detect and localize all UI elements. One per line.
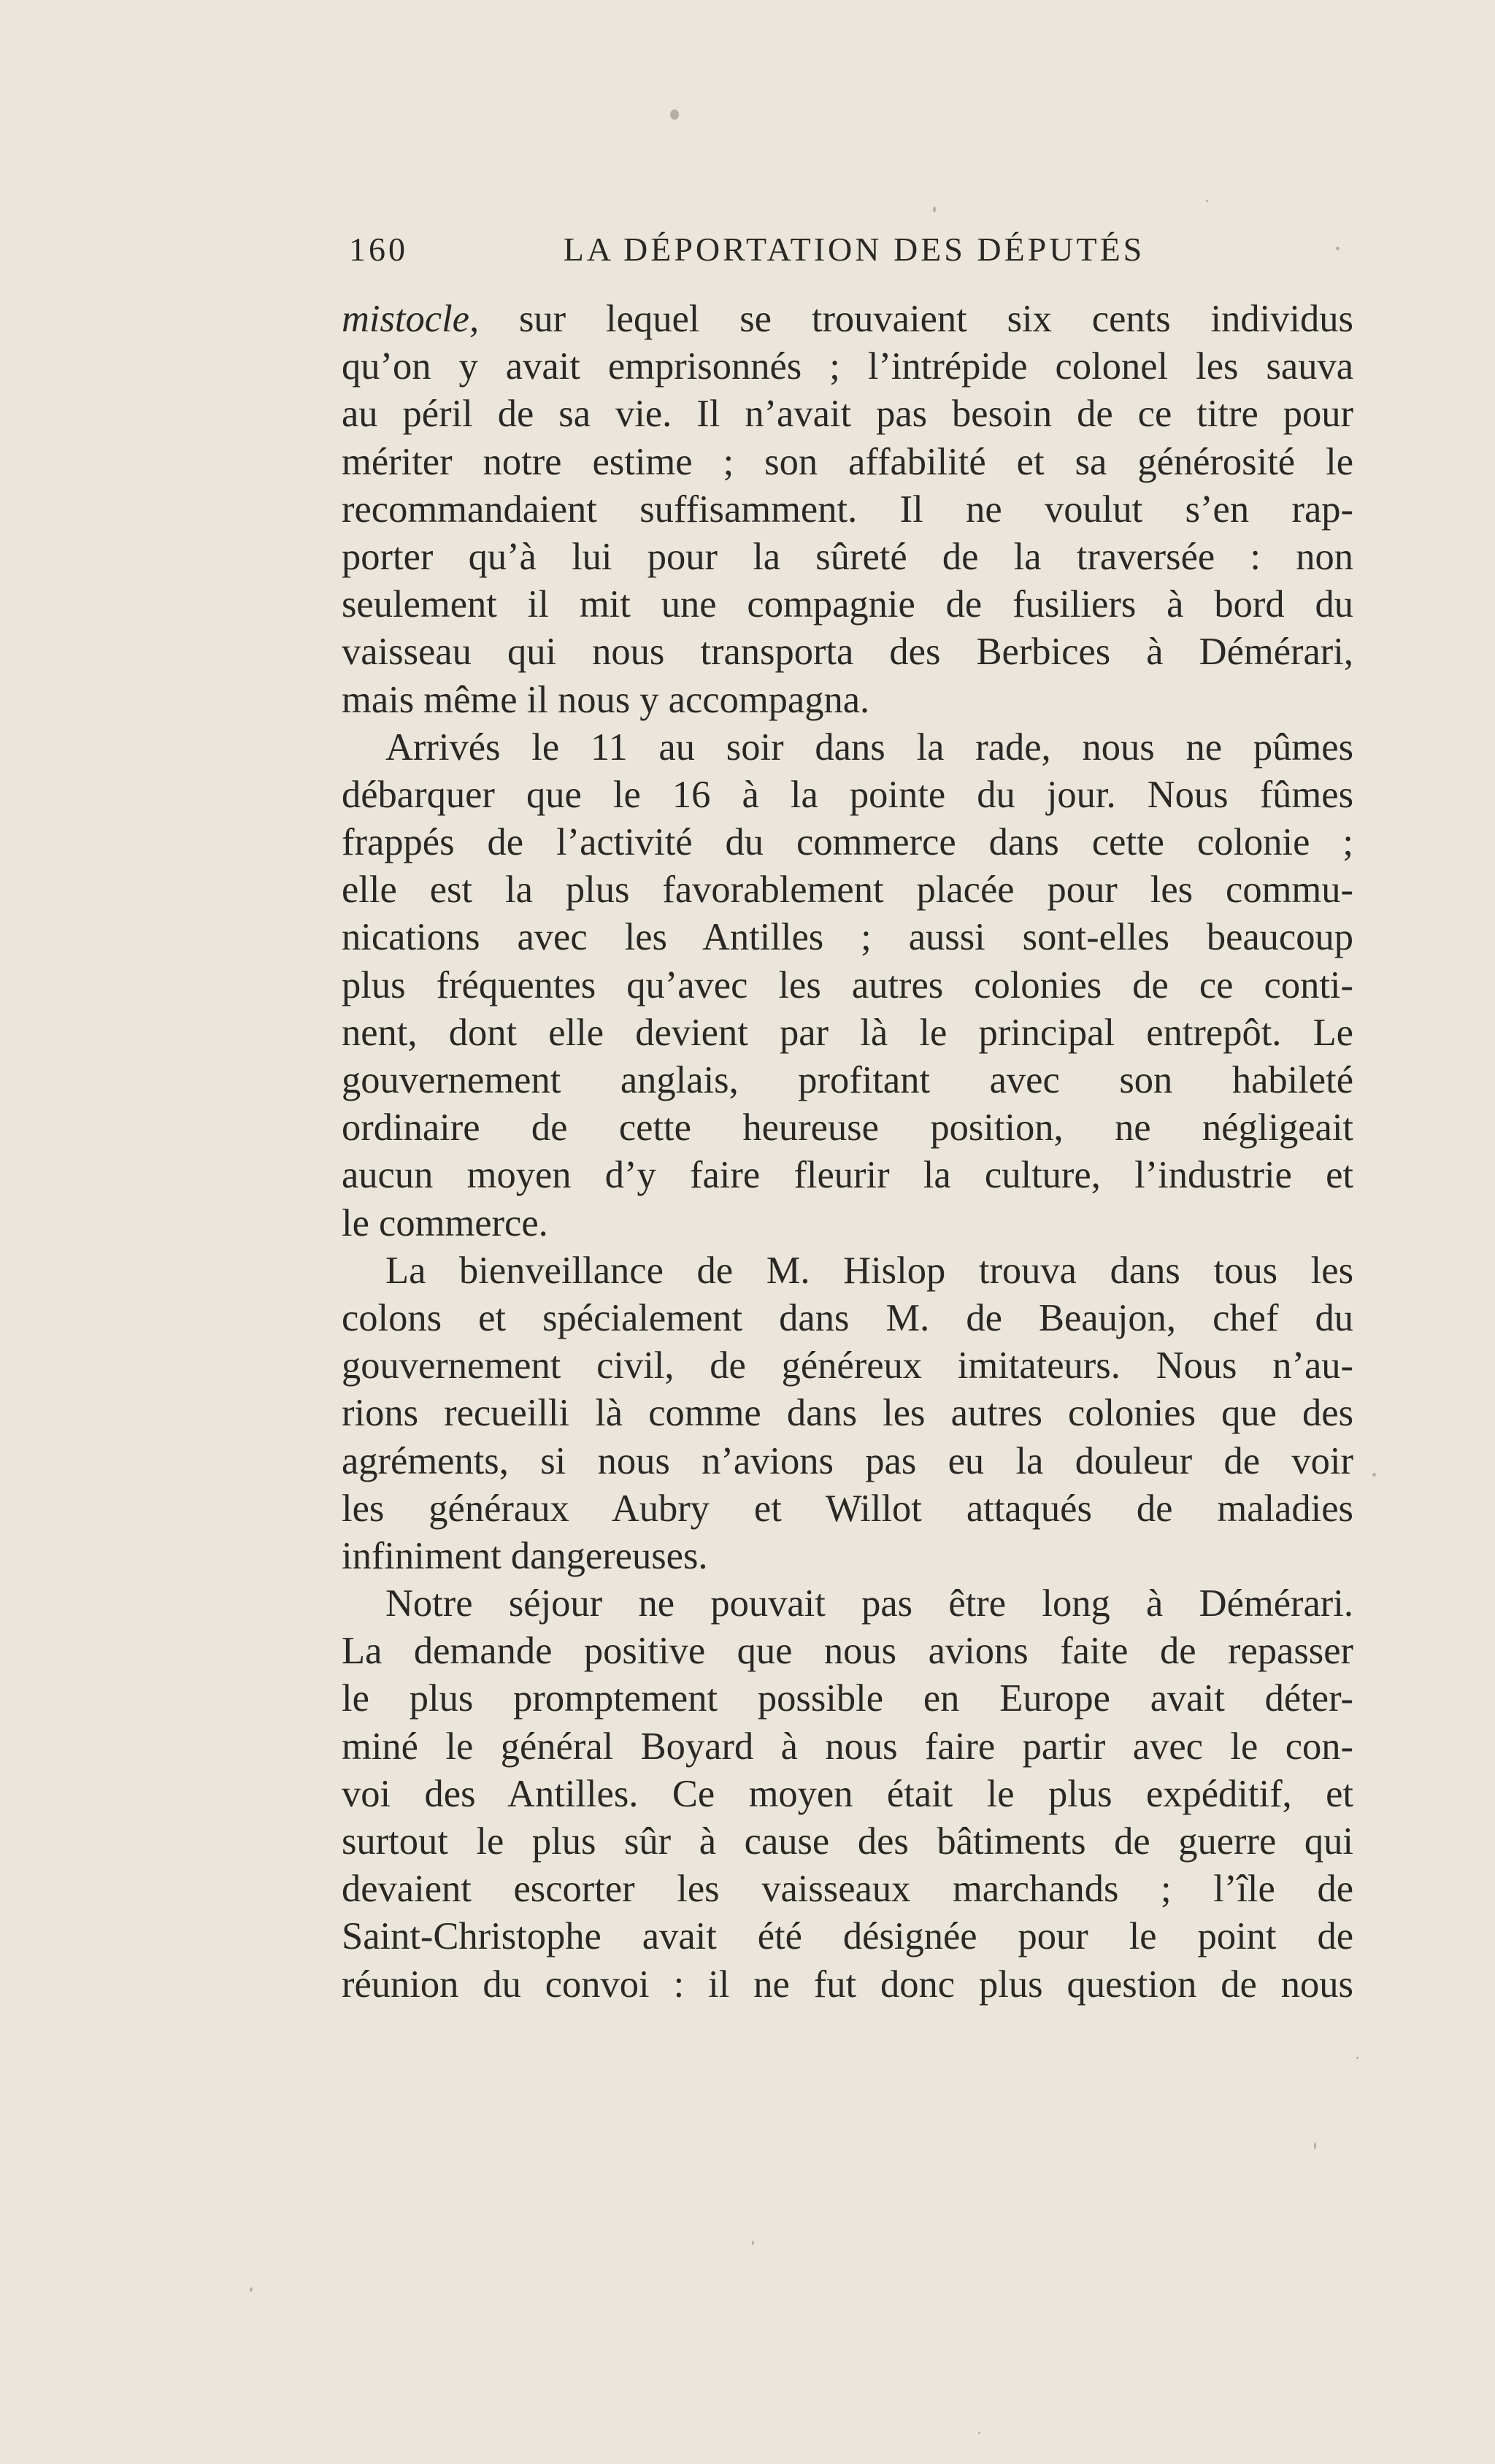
text-line: agréments, si nous n’avions pas eu la douleur de voir: [342, 1439, 1353, 1482]
text-line: devaient escorter les vaisseaux marchands ; l’île de: [342, 1868, 1353, 1911]
text-line: vaisseau qui nous transporta des Berbices à Démérari,: [342, 631, 1353, 674]
text-line: frappés de l’activité du commerce dans cette colonie ;: [342, 821, 1353, 864]
text-line: rions recueilli là comme dans les autres colonies que des: [342, 1392, 1353, 1435]
text-line: gouvernement civil, de généreux imitateurs. Nous n’au-: [342, 1344, 1353, 1387]
paper-speck: [933, 207, 936, 212]
paper-speck: [1336, 247, 1340, 250]
paragraph-first-line: Arrivés le 11 au soir dans la rade, nous ne pûmes: [385, 725, 1353, 769]
running-header: [343, 230, 1197, 274]
italic-fragment: mistocle,: [342, 298, 480, 340]
text-line: La demande positive que nous avions faite de repasser: [342, 1630, 1353, 1673]
paragraph-first-line: La bienveillance de M. Hislop trouva dans tous les: [385, 1249, 1353, 1292]
text-line: plus fréquentes qu’avec les autres colonies de ce conti-: [342, 963, 1353, 1006]
text-line: nent, dont elle devient par là le principal entrepôt. Le: [342, 1011, 1353, 1054]
text-line: mais même il nous y accompagna.: [342, 678, 870, 721]
text-line: le plus promptement possible en Europe avait déter-: [342, 1677, 1353, 1720]
text-line: elle est la plus favorablement placée pour les commu-: [342, 869, 1353, 912]
text-line: réunion du convoi : il ne fut donc plus question de nous: [342, 1963, 1353, 2006]
text-line: mériter notre estime ; son affabilité et sa générosité le: [342, 440, 1353, 483]
text-line: voi des Antilles. Ce moyen était le plus expéditif, et: [342, 1772, 1353, 1815]
text-line: les généraux Aubry et Willot attaqués de maladies: [342, 1487, 1353, 1530]
paper-speck: [978, 2432, 980, 2434]
paper-speck: [1314, 2142, 1316, 2149]
text-line: débarquer que le 16 à la pointe du jour. Nous fûmes: [342, 773, 1353, 816]
paper-speck: [670, 109, 679, 120]
text-line: mistocle, sur lequel se trouvaient six cents individus: [342, 298, 1353, 340]
text-line: nications avec les Antilles ; aussi sont-elles beaucoup: [342, 916, 1353, 959]
text-line: miné le général Boyard à nous faire partir avec le con-: [342, 1725, 1353, 1768]
body-text: [342, 296, 1353, 2009]
running-title: LA DÉPORTATION DES DÉPUTÉS: [563, 231, 1145, 268]
text-line: porter qu’à lui pour la sûreté de la traversée : non: [342, 535, 1353, 578]
text-line: au péril de sa vie. Il n’avait pas besoin de ce titre pour: [342, 393, 1353, 436]
page-number: 160: [349, 231, 408, 268]
text-line: seulement il mit une compagnie de fusiliers à bord du: [342, 583, 1353, 626]
paper-speck: [1356, 2057, 1358, 2059]
text-line: recommandaient suffisamment. Il ne voulut s’en rap-: [342, 488, 1353, 531]
text-line: ordinaire de cette heureuse position, ne négligeait: [342, 1106, 1353, 1150]
paper-speck: [752, 2241, 754, 2245]
text-line: infiniment dangereuses.: [342, 1534, 708, 1577]
text-line: aucun moyen d’y faire fleurir la culture, l’industrie et: [342, 1154, 1353, 1197]
text-line: colons et spécialement dans M. de Beaujon, chef du: [342, 1296, 1353, 1339]
text-line: surtout le plus sûr à cause des bâtiments de guerre qui: [342, 1820, 1353, 1863]
paper-speck: [1372, 1473, 1376, 1477]
paper-speck: [1206, 200, 1208, 202]
paragraph-first-line: Notre séjour ne pouvait pas être long à Démérari.: [385, 1582, 1353, 1625]
text-line: gouvernement anglais, profitant avec son habileté: [342, 1059, 1353, 1101]
paper-speck: [250, 2287, 253, 2292]
text-line: qu’on y avait emprisonnés ; l’intrépide colonel les sauva: [342, 345, 1353, 388]
text-line: le commerce.: [342, 1201, 548, 1244]
text-line: Saint-Christophe avait été désignée pour le point de: [342, 1915, 1353, 1958]
